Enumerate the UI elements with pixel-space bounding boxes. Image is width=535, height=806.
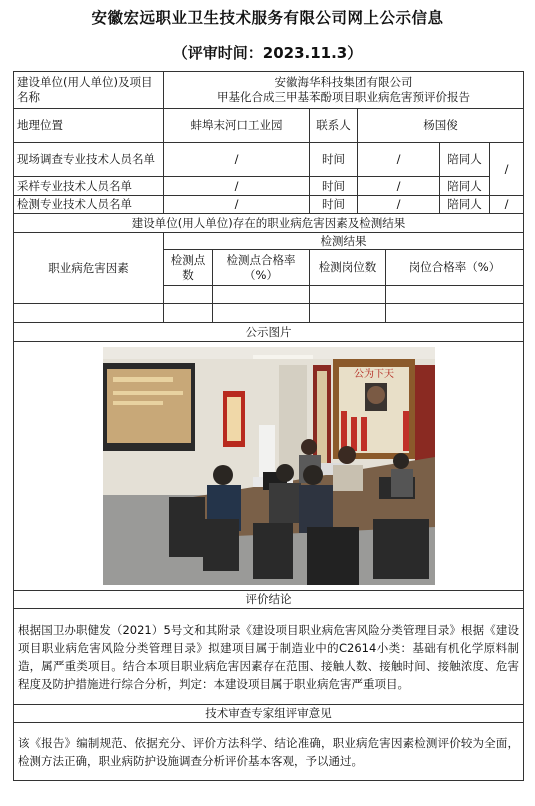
empty-cell	[213, 286, 310, 304]
col-points: 检测点数	[164, 250, 213, 286]
opinion-section-title: 技术审查专家组评审意见	[14, 705, 524, 723]
photo-section-title: 公示图片	[14, 323, 524, 342]
wall-banner-text: 公为下天	[353, 369, 394, 380]
testing-time-value: /	[358, 196, 440, 214]
info-table	[13, 71, 524, 781]
location-label: 地理位置	[14, 109, 164, 143]
testing-staff-value: /	[164, 196, 310, 214]
empty-cell	[386, 286, 524, 304]
col-position-rate: 岗位合格率（%）	[386, 250, 524, 286]
testing-accompany-value: /	[490, 196, 524, 214]
survey-time-label: 时间	[310, 143, 358, 177]
empty-cell	[310, 286, 386, 304]
empty-cell	[386, 304, 524, 323]
hazard-factor-label: 职业病危害因素	[14, 233, 164, 304]
contact-label: 联系人	[310, 109, 358, 143]
review-time: （评审时间：2023.11.3）	[172, 44, 363, 62]
sampling-time-label: 时间	[310, 177, 358, 196]
unit-name: 安徽海华科技集团有限公司	[274, 75, 413, 89]
empty-cell	[310, 304, 386, 323]
conclusion-section-title: 评价结论	[14, 591, 524, 609]
empty-cell	[164, 286, 213, 304]
sampling-accompany-label: 陪同人	[440, 177, 490, 196]
sampling-staff-value: /	[164, 177, 310, 196]
survey-time-value: /	[358, 143, 440, 177]
testing-time-label: 时间	[310, 196, 358, 214]
survey-staff-label: 现场调查专业技术人员名单	[14, 143, 164, 177]
empty-cell	[14, 304, 164, 323]
testing-accompany-label: 陪同人	[440, 196, 490, 214]
unit-label: 建设单位(用人单位)及项目名称	[14, 72, 164, 109]
unit-project-cell	[164, 72, 524, 109]
empty-cell	[213, 304, 310, 323]
project-name: 甲基化合成三甲基苯酚项目职业病危害预评价报告	[217, 90, 470, 104]
col-positions: 检测岗位数	[310, 250, 386, 286]
sampling-staff-label: 采样专业技术人员名单	[14, 177, 164, 196]
hazard-section-title: 建设单位(用人单位)存在的职业病危害因素及检测结果	[14, 214, 524, 233]
results-label: 检测结果	[164, 233, 524, 250]
contact-value: 杨国俊	[358, 109, 524, 143]
conclusion-text: 根据国卫办职健发（2021）5号文和其附录《建设项目职业病危害风险分类管理目录》根据《建设项目职业病危害风险分类管理目录》拟建项目属于制造业中的C2614小类：基础有机化学原料制造，属严重类项目。结合本项目职业病危害因素存在范围、接触人数、接触时间、接触浓度、危害程度及防护措施进行综合分析，判定：本建设项目属于职业病危害严重项目。	[14, 609, 524, 705]
accompany-value: /	[490, 143, 524, 196]
meeting-photo	[103, 347, 435, 585]
photo-cell	[14, 342, 524, 591]
empty-cell	[164, 304, 213, 323]
location-value: 蚌埠末河口工业园	[164, 109, 310, 143]
testing-staff-label: 检测专业技术人员名单	[14, 196, 164, 214]
survey-staff-value: /	[164, 143, 310, 177]
page-title: 安徽宏远职业卫生技术服务有限公司网上公示信息	[91, 9, 444, 27]
survey-accompany-label: 陪同人	[440, 143, 490, 177]
opinion-text: 该《报告》编制规范、依据充分、评价方法科学、结论准确，职业病危害因素检测评价较为全面，检测方法正确，职业病防护设施调查分析评价基本客观，予以通过。	[14, 723, 524, 781]
sampling-time-value: /	[358, 177, 440, 196]
col-point-rate: 检测点合格率（%）	[213, 250, 310, 286]
